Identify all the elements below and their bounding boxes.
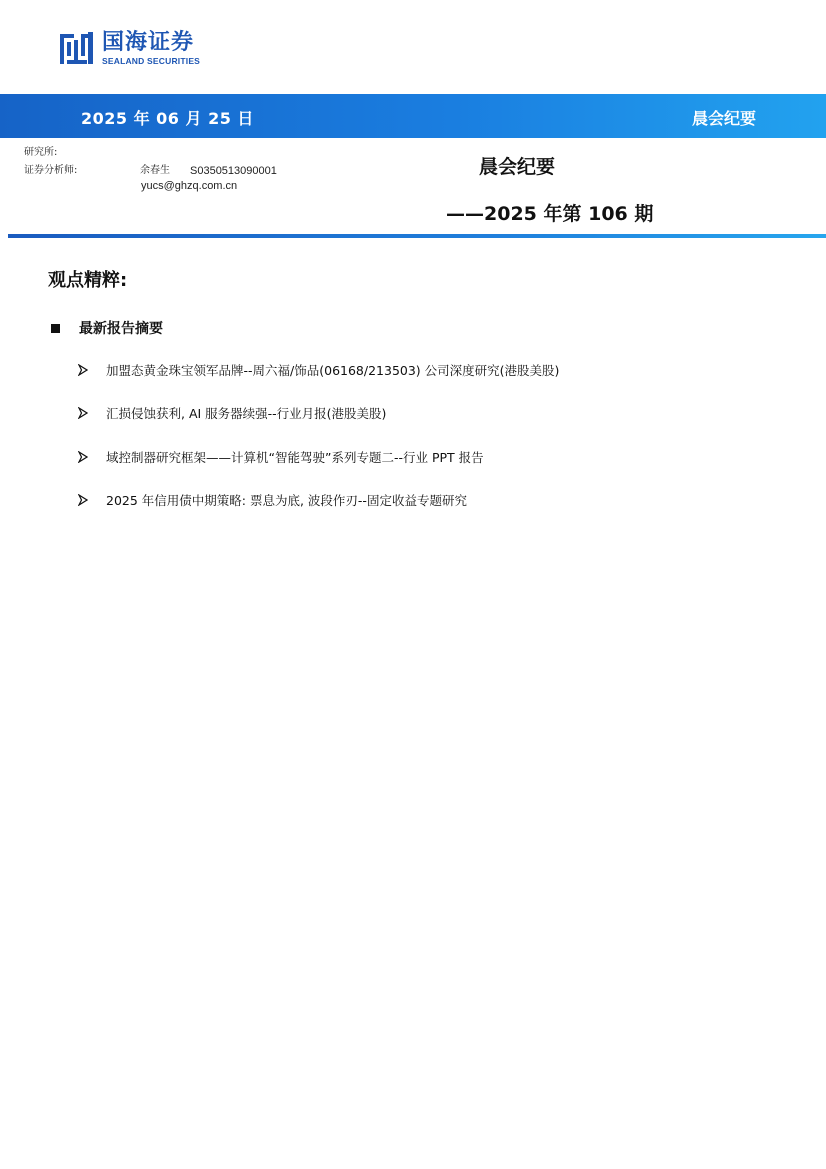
section-title: 观点精粹: bbox=[48, 270, 128, 291]
analyst-cert-number: S0350513090001 bbox=[190, 165, 277, 177]
list-item bbox=[78, 491, 467, 509]
arrow-bullet-icon bbox=[78, 451, 88, 463]
sealand-logo-icon bbox=[58, 30, 96, 68]
arrow-bullet-icon bbox=[78, 407, 88, 419]
list-item-text: 汇损侵蚀获利, AI 服务器续强--行业月报(港股美股) bbox=[106, 406, 387, 421]
document-title: 晨会纪要 bbox=[479, 156, 556, 178]
header-banner bbox=[0, 94, 826, 138]
header-divider bbox=[8, 234, 826, 238]
list-item-text: 域控制器研究框架——计算机“智能驾驶”系列专题二--行业 PPT 报告 bbox=[106, 450, 484, 465]
analyst-email[interactable]: yucs@ghzq.com.cn bbox=[141, 180, 238, 192]
company-logo bbox=[58, 30, 200, 70]
subsection-heading bbox=[51, 318, 163, 338]
list-item-text: 加盟态黄金珠宝领军品牌--周六福/饰品(06168/213503) 公司深度研究(港股美股) bbox=[106, 363, 560, 378]
list-item bbox=[78, 448, 484, 466]
list-item bbox=[78, 404, 386, 422]
analyst-name: 余春生 bbox=[140, 165, 170, 176]
square-bullet-icon bbox=[51, 324, 60, 333]
list-item-text: 2025 年信用债中期策略: 票息为底, 波段作刃--固定收益专题研究 bbox=[106, 493, 467, 508]
logo-chinese-name: 国海证券 bbox=[102, 30, 195, 55]
list-item bbox=[78, 361, 559, 379]
analyst-info bbox=[24, 144, 277, 180]
report-category: 晨会纪要 bbox=[691, 109, 756, 128]
arrow-bullet-icon bbox=[78, 494, 88, 506]
document-issue: ——2025 年第 106 期 bbox=[446, 203, 654, 225]
arrow-bullet-icon bbox=[78, 364, 88, 376]
subsection-title: 最新报告摘要 bbox=[79, 321, 163, 337]
logo-english-name: SEALAND SECURITIES bbox=[102, 56, 201, 66]
analyst-label: 证券分析师: bbox=[24, 165, 78, 176]
report-date: 2025 年 06 月 25 日 bbox=[81, 109, 254, 128]
institute-label: 研究所: bbox=[24, 147, 58, 158]
